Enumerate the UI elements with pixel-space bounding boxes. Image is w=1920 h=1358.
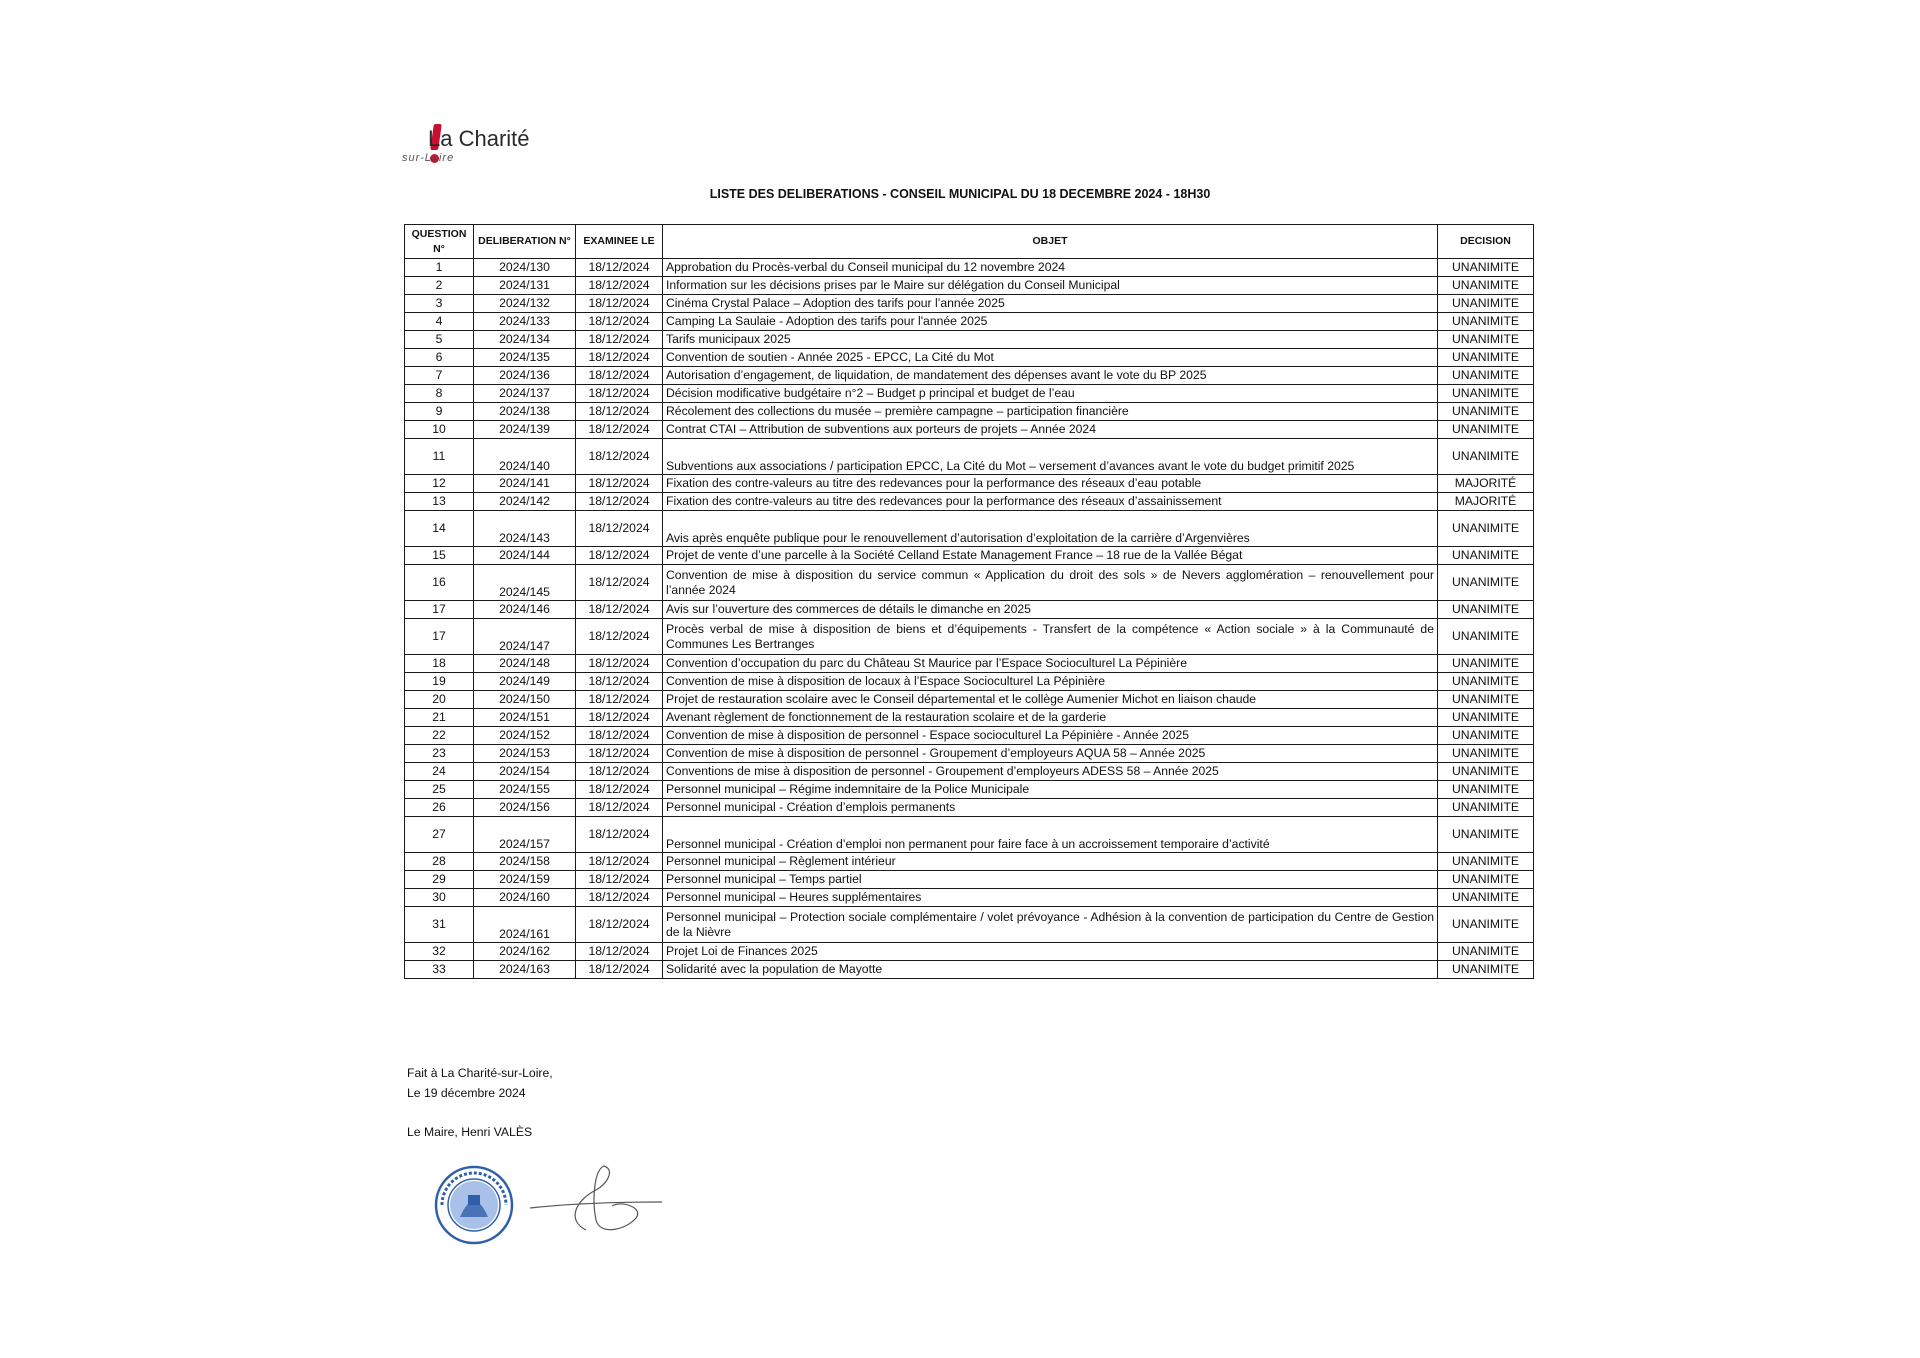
examinee-date-cell: 18/12/2024 [576, 691, 663, 709]
deliberation-number-cell: 2024/131 [474, 277, 576, 295]
examinee-date-cell: 18/12/2024 [576, 313, 663, 331]
objet-cell: Personnel municipal – Règlement intérieur [663, 853, 1438, 871]
deliberation-number-cell: 2024/156 [474, 799, 576, 817]
table-row [405, 439, 1534, 475]
table-row [405, 421, 1534, 439]
decision-cell: UNANIMITE [1438, 601, 1534, 619]
examinee-date-cell: 18/12/2024 [576, 781, 663, 799]
table-row [405, 493, 1534, 511]
deliberation-number-cell: 2024/135 [474, 349, 576, 367]
deliberation-number-cell: 2024/144 [474, 547, 576, 565]
decision-cell: UNANIMITE [1438, 385, 1534, 403]
decision-cell: UNANIMITE [1438, 673, 1534, 691]
decision-cell: UNANIMITE [1438, 619, 1534, 655]
objet-cell: Tarifs municipaux 2025 [663, 331, 1438, 349]
deliberation-number-cell: 2024/143 [474, 511, 576, 547]
question-number-cell: 9 [405, 403, 474, 421]
table-row [405, 745, 1534, 763]
city-logo [400, 122, 560, 168]
table-row [405, 619, 1534, 655]
table-row [405, 385, 1534, 403]
examinee-date-cell: 18/12/2024 [576, 799, 663, 817]
table-row [405, 673, 1534, 691]
examinee-date-cell: 18/12/2024 [576, 547, 663, 565]
objet-cell: Convention de soutien - Année 2025 - EPCC, La Cité du Mot [663, 349, 1438, 367]
footer-place: Fait à La Charité-sur-Loire, [407, 1066, 553, 1080]
deliberation-number-cell: 2024/161 [474, 907, 576, 943]
deliberation-number-cell: 2024/133 [474, 313, 576, 331]
decision-cell: UNANIMITE [1438, 907, 1534, 943]
decision-cell: UNANIMITE [1438, 727, 1534, 745]
deliberation-number-cell: 2024/154 [474, 763, 576, 781]
table-row [405, 331, 1534, 349]
examinee-date-cell: 18/12/2024 [576, 601, 663, 619]
examinee-date-cell: 18/12/2024 [576, 475, 663, 493]
objet-cell: Information sur les décisions prises par le Maire sur délégation du Conseil Municipal [663, 277, 1438, 295]
examinee-date-cell: 18/12/2024 [576, 511, 663, 547]
table-header-row [405, 225, 1534, 259]
question-number-cell: 24 [405, 763, 474, 781]
decision-cell: UNANIMITE [1438, 871, 1534, 889]
examinee-date-cell: 18/12/2024 [576, 295, 663, 313]
examinee-date-cell: 18/12/2024 [576, 565, 663, 601]
deliberation-number-cell: 2024/149 [474, 673, 576, 691]
header-objet: OBJET [663, 225, 1438, 259]
examinee-date-cell: 18/12/2024 [576, 907, 663, 943]
objet-cell: Personnel municipal - Création d’emplois permanents [663, 799, 1438, 817]
question-number-cell: 10 [405, 421, 474, 439]
objet-cell: Camping La Saulaie - Adoption des tarifs pour l'année 2025 [663, 313, 1438, 331]
deliberation-number-cell: 2024/153 [474, 745, 576, 763]
decision-cell: MAJORITÉ [1438, 475, 1534, 493]
question-number-cell: 23 [405, 745, 474, 763]
table-row [405, 691, 1534, 709]
objet-cell: Procès verbal de mise à disposition de biens et d’équipements - Transfert de la compétence « Action sociale » à la Communauté de Communes Les Bertranges [663, 619, 1438, 655]
question-number-cell: 22 [405, 727, 474, 745]
deliberation-number-cell: 2024/151 [474, 709, 576, 727]
table-row [405, 709, 1534, 727]
deliberation-number-cell: 2024/140 [474, 439, 576, 475]
deliberation-number-cell: 2024/162 [474, 943, 576, 961]
objet-cell: Décision modificative budgétaire n°2 – Budget p principal et budget de l’eau [663, 385, 1438, 403]
deliberation-number-cell: 2024/142 [474, 493, 576, 511]
examinee-date-cell: 18/12/2024 [576, 403, 663, 421]
question-number-cell: 13 [405, 493, 474, 511]
question-number-cell: 27 [405, 817, 474, 853]
deliberation-number-cell: 2024/146 [474, 601, 576, 619]
examinee-date-cell: 18/12/2024 [576, 871, 663, 889]
decision-cell: UNANIMITE [1438, 565, 1534, 601]
deliberation-number-cell: 2024/137 [474, 385, 576, 403]
objet-cell: Autorisation d’engagement, de liquidation, de mandatement des dépenses avant le vote du BP 2025 [663, 367, 1438, 385]
decision-cell: UNANIMITE [1438, 691, 1534, 709]
question-number-cell: 4 [405, 313, 474, 331]
logo-sub-text: sur-Loire [402, 152, 455, 164]
decision-cell: UNANIMITE [1438, 277, 1534, 295]
decision-cell: UNANIMITE [1438, 799, 1534, 817]
decision-cell: UNANIMITE [1438, 943, 1534, 961]
table-row [405, 943, 1534, 961]
question-number-cell: 3 [405, 295, 474, 313]
objet-cell: Approbation du Procès-verbal du Conseil municipal du 12 novembre 2024 [663, 259, 1438, 277]
examinee-date-cell: 18/12/2024 [576, 763, 663, 781]
question-number-cell: 32 [405, 943, 474, 961]
objet-cell: Projet Loi de Finances 2025 [663, 943, 1438, 961]
examinee-date-cell: 18/12/2024 [576, 439, 663, 475]
table-row [405, 799, 1534, 817]
examinee-date-cell: 18/12/2024 [576, 619, 663, 655]
objet-cell: Contrat CTAI – Attribution de subventions aux porteurs de projets – Année 2024 [663, 421, 1438, 439]
examinee-date-cell: 18/12/2024 [576, 655, 663, 673]
table-row [405, 763, 1534, 781]
deliberation-number-cell: 2024/130 [474, 259, 576, 277]
examinee-date-cell: 18/12/2024 [576, 817, 663, 853]
decision-cell: UNANIMITE [1438, 511, 1534, 547]
objet-cell: Projet de vente d’une parcelle à la Société Celland Estate Management France – 18 rue de la Vallée Bégat [663, 547, 1438, 565]
objet-cell: Convention de mise à disposition du service commun « Application du droit des sols » de Nevers agglomération – renouvellement pour l’année 2024 [663, 565, 1438, 601]
objet-cell: Avenant règlement de fonctionnement de la restauration scolaire et de la garderie [663, 709, 1438, 727]
decision-cell: UNANIMITE [1438, 709, 1534, 727]
examinee-date-cell: 18/12/2024 [576, 889, 663, 907]
examinee-date-cell: 18/12/2024 [576, 277, 663, 295]
decision-cell: MAJORITÉ [1438, 493, 1534, 511]
table-row [405, 511, 1534, 547]
deliberation-number-cell: 2024/155 [474, 781, 576, 799]
objet-cell: Convention de mise à disposition de locaux à l’Espace Socioculturel La Pépinière [663, 673, 1438, 691]
question-number-cell: 12 [405, 475, 474, 493]
question-number-cell: 19 [405, 673, 474, 691]
deliberation-number-cell: 2024/148 [474, 655, 576, 673]
decision-cell: UNANIMITE [1438, 403, 1534, 421]
objet-cell: Personnel municipal – Temps partiel [663, 871, 1438, 889]
decision-cell: UNANIMITE [1438, 313, 1534, 331]
examinee-date-cell: 18/12/2024 [576, 709, 663, 727]
question-number-cell: 14 [405, 511, 474, 547]
header-deliberation: DELIBERATION N° [474, 225, 576, 259]
objet-cell: Personnel municipal - Création d’emploi non permanent pour faire face à un accroissement temporaire d’activité [663, 817, 1438, 853]
deliberation-number-cell: 2024/152 [474, 727, 576, 745]
question-number-cell: 16 [405, 565, 474, 601]
table-row [405, 871, 1534, 889]
question-number-cell: 1 [405, 259, 474, 277]
header-question: QUESTION N° [405, 225, 474, 259]
decision-cell: UNANIMITE [1438, 421, 1534, 439]
question-number-cell: 26 [405, 799, 474, 817]
deliberation-number-cell: 2024/147 [474, 619, 576, 655]
examinee-date-cell: 18/12/2024 [576, 385, 663, 403]
deliberation-number-cell: 2024/150 [474, 691, 576, 709]
question-number-cell: 28 [405, 853, 474, 871]
decision-cell: UNANIMITE [1438, 781, 1534, 799]
table-row [405, 295, 1534, 313]
deliberation-number-cell: 2024/132 [474, 295, 576, 313]
table-row [405, 547, 1534, 565]
decision-cell: UNANIMITE [1438, 817, 1534, 853]
deliberation-number-cell: 2024/145 [474, 565, 576, 601]
question-number-cell: 5 [405, 331, 474, 349]
examinee-date-cell: 18/12/2024 [576, 727, 663, 745]
objet-cell: Avis après enquête publique pour le renouvellement d’autorisation d’exploitation de la carrière d’Argenvières [663, 511, 1438, 547]
table-row [405, 475, 1534, 493]
question-number-cell: 33 [405, 961, 474, 979]
header-decision: DECISION [1438, 225, 1534, 259]
examinee-date-cell: 18/12/2024 [576, 493, 663, 511]
document-title: LISTE DES DELIBERATIONS - CONSEIL MUNICIPAL DU 18 DECEMBRE 2024 - 18H30 [709, 187, 1211, 201]
objet-cell: Avis sur l’ouverture des commerces de détails le dimanche en 2025 [663, 601, 1438, 619]
decision-cell: UNANIMITE [1438, 349, 1534, 367]
deliberation-number-cell: 2024/141 [474, 475, 576, 493]
objet-cell: Personnel municipal – Heures supplémentaires [663, 889, 1438, 907]
examinee-date-cell: 18/12/2024 [576, 367, 663, 385]
examinee-date-cell: 18/12/2024 [576, 421, 663, 439]
table-row [405, 907, 1534, 943]
table-row [405, 781, 1534, 799]
table-row [405, 655, 1534, 673]
deliberations-table [404, 224, 1534, 979]
municipal-stamp-icon [434, 1165, 514, 1245]
table-body [405, 259, 1534, 979]
question-number-cell: 25 [405, 781, 474, 799]
table-row [405, 889, 1534, 907]
table-row [405, 817, 1534, 853]
objet-cell: Récolement des collections du musée – première campagne – participation financière [663, 403, 1438, 421]
table-row [405, 367, 1534, 385]
deliberation-number-cell: 2024/136 [474, 367, 576, 385]
question-number-cell: 8 [405, 385, 474, 403]
deliberation-number-cell: 2024/134 [474, 331, 576, 349]
mayor-signature-icon [526, 1160, 666, 1240]
decision-cell: UNANIMITE [1438, 295, 1534, 313]
question-number-cell: 2 [405, 277, 474, 295]
question-number-cell: 7 [405, 367, 474, 385]
objet-cell: Cinéma Crystal Palace – Adoption des tarifs pour l’année 2025 [663, 295, 1438, 313]
table-row [405, 277, 1534, 295]
question-number-cell: 17 [405, 619, 474, 655]
examinee-date-cell: 18/12/2024 [576, 961, 663, 979]
objet-cell: Convention de mise à disposition de personnel - Groupement d’employeurs AQUA 58 – Année 2025 [663, 745, 1438, 763]
question-number-cell: 18 [405, 655, 474, 673]
decision-cell: UNANIMITE [1438, 655, 1534, 673]
question-number-cell: 11 [405, 439, 474, 475]
question-number-cell: 21 [405, 709, 474, 727]
objet-cell: Conventions de mise à disposition de personnel - Groupement d’employeurs ADESS 58 – Année 2025 [663, 763, 1438, 781]
question-number-cell: 6 [405, 349, 474, 367]
objet-cell: Fixation des contre-valeurs au titre des redevances pour la performance des réseaux d’assainissement [663, 493, 1438, 511]
deliberation-number-cell: 2024/160 [474, 889, 576, 907]
examinee-date-cell: 18/12/2024 [576, 331, 663, 349]
objet-cell: Subventions aux associations / participation EPCC, La Cité du Mot – versement d’avances avant le vote du budget primitif 2025 [663, 439, 1438, 475]
header-examinee: EXAMINEE LE [576, 225, 663, 259]
decision-cell: UNANIMITE [1438, 259, 1534, 277]
table-row [405, 313, 1534, 331]
deliberation-number-cell: 2024/159 [474, 871, 576, 889]
decision-cell: UNANIMITE [1438, 889, 1534, 907]
examinee-date-cell: 18/12/2024 [576, 853, 663, 871]
table-row [405, 853, 1534, 871]
table-row [405, 601, 1534, 619]
deliberation-number-cell: 2024/139 [474, 421, 576, 439]
examinee-date-cell: 18/12/2024 [576, 745, 663, 763]
table-row [405, 259, 1534, 277]
table-row [405, 727, 1534, 745]
decision-cell: UNANIMITE [1438, 763, 1534, 781]
table-row [405, 349, 1534, 367]
objet-cell: Fixation des contre-valeurs au titre des redevances pour la performance des réseaux d’eau potable [663, 475, 1438, 493]
question-number-cell: 29 [405, 871, 474, 889]
examinee-date-cell: 18/12/2024 [576, 943, 663, 961]
decision-cell: UNANIMITE [1438, 547, 1534, 565]
objet-cell: Convention d’occupation du parc du Château St Maurice par l’Espace Socioculturel La Pépinière [663, 655, 1438, 673]
objet-cell: Projet de restauration scolaire avec le Conseil départemental et le collège Aumenier Michot en liaison chaude [663, 691, 1438, 709]
table-row [405, 565, 1534, 601]
question-number-cell: 30 [405, 889, 474, 907]
logo-brand-text: La Charité [428, 126, 530, 151]
decision-cell: UNANIMITE [1438, 961, 1534, 979]
question-number-cell: 17 [405, 601, 474, 619]
objet-cell: Personnel municipal – Régime indemnitaire de la Police Municipale [663, 781, 1438, 799]
question-number-cell: 15 [405, 547, 474, 565]
footer-date: Le 19 décembre 2024 [407, 1086, 526, 1100]
examinee-date-cell: 18/12/2024 [576, 259, 663, 277]
deliberation-number-cell: 2024/163 [474, 961, 576, 979]
deliberation-number-cell: 2024/157 [474, 817, 576, 853]
table-row [405, 961, 1534, 979]
objet-cell: Convention de mise à disposition de personnel - Espace socioculturel La Pépinière - Année 2025 [663, 727, 1438, 745]
objet-cell: Solidarité avec la population de Mayotte [663, 961, 1438, 979]
table-row [405, 403, 1534, 421]
decision-cell: UNANIMITE [1438, 853, 1534, 871]
question-number-cell: 31 [405, 907, 474, 943]
decision-cell: UNANIMITE [1438, 439, 1534, 475]
decision-cell: UNANIMITE [1438, 367, 1534, 385]
examinee-date-cell: 18/12/2024 [576, 673, 663, 691]
examinee-date-cell: 18/12/2024 [576, 349, 663, 367]
decision-cell: UNANIMITE [1438, 331, 1534, 349]
decision-cell: UNANIMITE [1438, 745, 1534, 763]
deliberation-number-cell: 2024/158 [474, 853, 576, 871]
footer-signatory: Le Maire, Henri VALÈS [407, 1125, 533, 1139]
objet-cell: Personnel municipal – Protection sociale complémentaire / volet prévoyance - Adhésion à la convention de participation du Centre de Gestion de la Nièvre [663, 907, 1438, 943]
deliberation-number-cell: 2024/138 [474, 403, 576, 421]
question-number-cell: 20 [405, 691, 474, 709]
